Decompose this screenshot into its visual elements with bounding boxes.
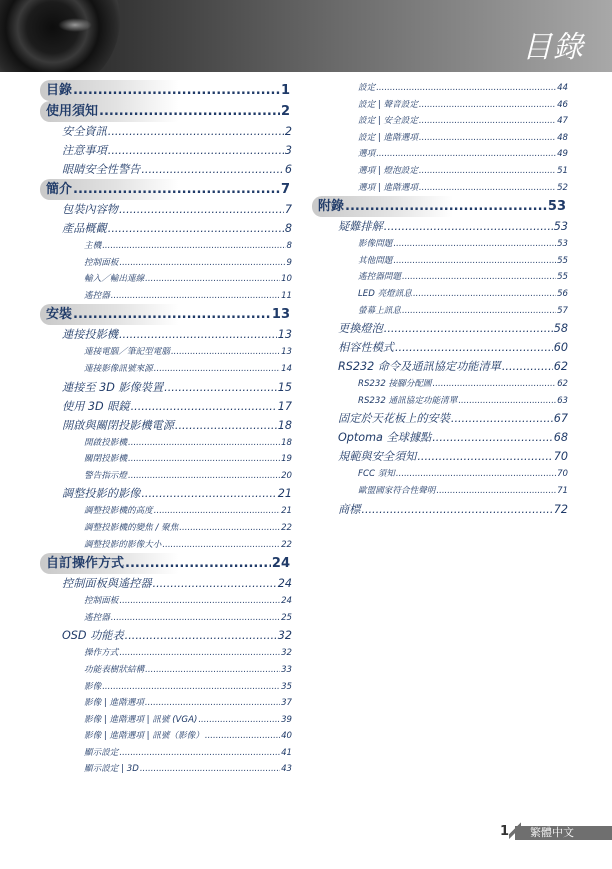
toc-entry-page: 35 <box>281 681 292 692</box>
dot-leader <box>402 269 556 286</box>
dot-leader <box>119 745 280 762</box>
toc-entry-title: 關閉投影機 <box>84 454 127 465</box>
toc-entry-title: 警告指示燈 <box>84 470 127 481</box>
dot-leader <box>145 271 280 288</box>
toc-entry-title: 設定 <box>358 83 376 93</box>
toc-entry[interactable] <box>46 451 292 468</box>
toc-entry[interactable] <box>46 397 292 416</box>
page-number: 1 <box>500 824 510 839</box>
toc-entry-page: 44 <box>557 83 568 93</box>
toc-entry[interactable] <box>318 428 568 447</box>
dot-leader <box>73 80 280 101</box>
dot-leader <box>119 645 280 662</box>
toc-entry-page: 6 <box>284 163 292 176</box>
dot-leader <box>119 593 280 610</box>
toc-entry-page: 25 <box>281 612 292 623</box>
toc-entry-title: 設定 | 進階選項 <box>358 132 418 143</box>
dot-leader <box>384 319 553 338</box>
toc-entry-title: 影像 | 進階選項 | 訊號 (VGA) <box>84 714 198 725</box>
toc-entry[interactable] <box>46 200 292 219</box>
toc-entry-page: 60 <box>553 341 568 355</box>
toc-entry-page: 11 <box>281 290 292 301</box>
toc-entry-title: 安全資訊 <box>62 125 107 138</box>
dot-leader <box>154 503 280 520</box>
toc-entry-page: 72 <box>553 502 568 516</box>
toc-entry[interactable] <box>46 712 292 729</box>
toc-entry[interactable] <box>40 101 292 122</box>
toc-entry-title: 設定 | 聲音設定 <box>358 99 418 110</box>
toc-entry-page: 46 <box>557 99 568 110</box>
toc-entry-title: 連接至 3D 影像裝置 <box>62 380 164 394</box>
toc-entry-title: 螢幕上訊息 <box>358 305 401 316</box>
toc-entry[interactable] <box>46 219 292 238</box>
toc-entry[interactable] <box>318 466 568 483</box>
toc-entry[interactable] <box>318 217 568 236</box>
toc-entry-page: 1 <box>280 83 290 98</box>
toc-entry-title: 其他問題 <box>358 255 393 266</box>
toc-entry[interactable] <box>46 593 292 610</box>
toc-entry-page: 18 <box>281 437 292 448</box>
toc-entry-page: 15 <box>277 380 292 394</box>
toc-entry[interactable] <box>46 255 292 272</box>
toc-right-column <box>318 80 568 519</box>
toc-entry-title: 遙控器 <box>84 612 110 623</box>
toc-entry[interactable] <box>46 745 292 762</box>
toc-entry-title: 影像 <box>84 681 102 692</box>
toc-entry-title: 主機 <box>84 241 102 251</box>
toc-entry-page: 7 <box>280 182 290 197</box>
dot-leader <box>73 179 280 200</box>
dot-leader <box>102 679 280 696</box>
toc-entry[interactable] <box>318 269 568 286</box>
toc-entry[interactable] <box>318 253 568 270</box>
dot-leader <box>128 468 280 485</box>
toc-entry-page: 56 <box>557 288 568 299</box>
toc-entry-title: 操作方式 <box>84 648 119 659</box>
footer-divider <box>509 818 521 842</box>
toc-entry[interactable] <box>46 626 292 645</box>
dot-leader <box>433 376 557 393</box>
toc-entry[interactable] <box>46 288 292 305</box>
toc-entry[interactable] <box>46 728 292 745</box>
toc-entry-title: 注意事項 <box>62 144 107 157</box>
toc-entry[interactable] <box>46 503 292 520</box>
dot-leader <box>198 712 280 729</box>
toc-entry-page: 53 <box>557 239 568 250</box>
toc-entry[interactable] <box>46 325 292 344</box>
page-title: 目錄 <box>522 30 584 65</box>
toc-entry[interactable] <box>46 645 292 662</box>
dot-leader <box>128 451 280 468</box>
toc-entry-title: 影像 | 進階選項 | 訊號（影像） <box>84 731 204 742</box>
dot-leader <box>140 761 280 778</box>
toc-entry-title: 規範與安全須知 <box>338 450 417 464</box>
dot-leader <box>141 484 276 503</box>
toc-entry-title: 商標 <box>338 502 361 516</box>
dot-leader <box>125 553 271 574</box>
toc-entry-title: 調整投影的影像 <box>62 487 141 501</box>
dot-leader <box>73 304 271 325</box>
toc-entry[interactable] <box>318 130 568 147</box>
dot-leader <box>154 361 280 378</box>
toc-entry[interactable] <box>318 163 568 180</box>
toc-entry-page: 21 <box>281 506 292 517</box>
toc-entry-title: 使用 3D 眼鏡 <box>62 399 130 413</box>
dot-leader <box>162 537 280 554</box>
toc-entry[interactable] <box>46 122 292 141</box>
toc-entry-title: 設定 | 安全設定 <box>358 116 418 127</box>
toc-entry[interactable] <box>46 610 292 627</box>
toc-entry[interactable] <box>46 662 292 679</box>
toc-entry-title: 產品概觀 <box>62 222 107 235</box>
toc-entry-page: 18 <box>277 418 292 432</box>
dot-leader <box>376 146 556 163</box>
toc-entry-title: 連接影像訊號來源 <box>84 363 153 374</box>
toc-entry-page: 62 <box>557 379 568 390</box>
toc-entry-title: 相容性模式 <box>338 341 394 355</box>
toc-entry-page: 17 <box>277 399 292 413</box>
toc-entry-title: 控制面板 <box>84 257 119 268</box>
toc-entry[interactable] <box>318 236 568 253</box>
toc-entry[interactable] <box>46 537 292 554</box>
toc-entry-title: 眼睛安全性警告 <box>62 163 141 176</box>
toc-entry[interactable] <box>318 357 568 376</box>
toc-entry-page: 8 <box>286 241 292 251</box>
toc-entry-title: 顯示設定 | 3D <box>84 764 139 775</box>
dot-leader <box>99 101 280 122</box>
toc-entry-page: 68 <box>553 431 568 445</box>
toc-entry-title: 調整投影機的變焦 / 聚焦 <box>84 522 179 533</box>
toc-entry[interactable] <box>318 409 568 428</box>
dot-leader <box>205 728 280 745</box>
toc-entry-title: 遙控器 <box>84 290 110 301</box>
toc-entry[interactable] <box>318 180 568 197</box>
toc-entry-page: 7 <box>284 203 292 216</box>
toc-entry-title: Optoma 全球據點 <box>338 431 432 445</box>
toc-entry-page: 40 <box>281 731 292 742</box>
toc-entry-title: RS232 通訊協定功能清單 <box>358 395 458 406</box>
toc-entry-title: 調整投影的影像大小 <box>84 539 162 550</box>
toc-entry-page: 49 <box>557 149 568 160</box>
toc-entry[interactable] <box>318 286 568 303</box>
dot-leader <box>432 428 553 447</box>
dot-leader <box>111 288 280 305</box>
toc-entry-title: 調整投影機的高度 <box>84 506 153 517</box>
toc-entry[interactable] <box>318 97 568 114</box>
toc-entry-page: 55 <box>557 272 568 283</box>
toc-entry-title: RS232 命令及通訊協定功能清單 <box>338 360 501 374</box>
dot-leader <box>376 80 556 97</box>
dot-leader <box>458 393 556 410</box>
toc-entry-page: 24 <box>281 596 292 607</box>
toc-entry-title: OSD 功能表 <box>62 629 124 643</box>
toc-entry[interactable] <box>46 361 292 378</box>
toc-entry-title: 開啟與關閉投影機電源 <box>62 418 174 432</box>
toc-entry-title: 連接電腦／筆記型電腦 <box>84 347 170 358</box>
toc-left-column <box>46 80 292 778</box>
toc-entry[interactable] <box>46 238 292 255</box>
toc-entry-page: 63 <box>557 395 568 406</box>
dot-leader <box>384 217 553 236</box>
toc-entry[interactable] <box>40 179 292 200</box>
toc-entry[interactable] <box>318 393 568 410</box>
toc-entry-page: 9 <box>286 257 292 268</box>
toc-entry[interactable] <box>318 376 568 393</box>
toc-entry-page: 48 <box>557 132 568 143</box>
toc-entry[interactable] <box>318 80 568 97</box>
toc-entry-page: 62 <box>553 360 568 374</box>
toc-entry[interactable] <box>46 468 292 485</box>
dot-leader <box>395 338 553 357</box>
toc-entry-title: FCC 須知 <box>358 469 395 480</box>
dot-leader <box>128 435 280 452</box>
toc-entry-page: 39 <box>281 714 292 725</box>
toc-entry[interactable] <box>46 344 292 361</box>
lens-graphic <box>0 0 120 72</box>
toc-entry[interactable] <box>46 520 292 537</box>
dot-leader <box>125 626 277 645</box>
toc-entry-title: 選項 <box>358 149 376 160</box>
dot-leader <box>393 253 556 270</box>
toc-entry-page: 22 <box>281 522 292 533</box>
toc-entry-page: 24 <box>277 577 292 591</box>
toc-entry-title: 顯示設定 <box>84 747 119 758</box>
toc-entry[interactable] <box>40 80 292 101</box>
toc-entry[interactable] <box>318 447 568 466</box>
toc-entry-title: 選項 | 進階選項 <box>358 182 418 193</box>
toc-entry-page: 41 <box>281 747 292 758</box>
toc-entry-title: 簡介 <box>46 182 73 197</box>
toc-entry-page: 47 <box>557 116 568 127</box>
toc-entry-title: 輸入／輸出連線 <box>84 274 145 285</box>
dot-leader <box>119 200 284 219</box>
dot-leader <box>119 255 285 272</box>
toc-entry-title: 安裝 <box>46 307 73 323</box>
dot-leader <box>419 130 556 147</box>
toc-entry-page: 2 <box>284 125 292 138</box>
dot-leader <box>402 303 556 320</box>
toc-entry[interactable] <box>46 695 292 712</box>
toc-entry-title: 包裝內容物 <box>62 203 118 216</box>
dot-leader <box>393 236 556 253</box>
dot-leader <box>179 520 280 537</box>
dot-leader <box>175 416 277 435</box>
dot-leader <box>361 500 552 519</box>
toc-entry-page: 55 <box>557 255 568 266</box>
toc-entry[interactable] <box>40 553 292 574</box>
toc-entry-page: 37 <box>281 698 292 709</box>
dot-leader <box>396 466 556 483</box>
dot-leader <box>119 325 277 344</box>
toc-entry[interactable] <box>46 761 292 778</box>
toc-entry-page: 24 <box>271 556 290 572</box>
toc-entry-page: 70 <box>557 469 568 480</box>
toc-entry-page: 3 <box>284 144 292 157</box>
toc-entry-title: 附錄 <box>318 199 345 215</box>
dot-leader <box>345 196 547 217</box>
toc-entry[interactable] <box>318 338 568 357</box>
dot-leader <box>131 397 277 416</box>
toc-entry-title: 影像 | 進階選項 <box>84 698 144 709</box>
toc-entry-page: 67 <box>553 412 568 426</box>
toc-entry[interactable] <box>318 113 568 130</box>
toc-entry-title: 更換燈泡 <box>338 322 383 336</box>
toc-entry-title: RS232 接腳分配圖 <box>358 379 432 390</box>
toc-entry-page: 57 <box>557 305 568 316</box>
toc-entry-title: 選項 | 燈泡設定 <box>358 165 418 176</box>
toc-entry-title: 使用須知 <box>46 104 99 119</box>
dot-leader <box>145 695 280 712</box>
toc-entry-page: 43 <box>281 764 292 775</box>
toc-entry[interactable] <box>46 574 292 593</box>
dot-leader <box>451 409 553 428</box>
toc-entry-title: 控制面板 <box>84 596 119 607</box>
toc-entry[interactable] <box>312 196 568 217</box>
toc-entry-title: 開啟投影機 <box>84 437 127 448</box>
toc-entry-title: 目錄 <box>46 83 73 98</box>
language-label: 繁體中文 <box>530 826 574 839</box>
toc-entry-page: 52 <box>557 182 568 193</box>
dot-leader <box>436 483 556 500</box>
toc-entry[interactable] <box>46 160 292 179</box>
toc-entry[interactable] <box>318 303 568 320</box>
toc-entry-page: 19 <box>281 454 292 465</box>
toc-entry-page: 21 <box>277 487 292 501</box>
toc-entry[interactable] <box>46 484 292 503</box>
toc-entry-title: 功能表樹狀結構 <box>84 664 145 675</box>
toc-entry-page: 13 <box>271 307 290 323</box>
dot-leader <box>111 610 280 627</box>
dot-leader <box>502 357 553 376</box>
dot-leader <box>419 180 556 197</box>
toc-entry[interactable] <box>46 435 292 452</box>
toc-entry-page: 13 <box>277 328 292 342</box>
toc-entry-title: 疑難排解 <box>338 220 383 234</box>
toc-entry-page: 32 <box>281 648 292 659</box>
toc-entry-page: 33 <box>281 664 292 675</box>
toc-entry-title: 歐盟國家符合性聲明 <box>358 485 436 496</box>
toc-entry[interactable] <box>40 304 292 325</box>
toc-entry[interactable] <box>318 146 568 163</box>
toc-entry-title: 遙控器問題 <box>358 272 401 283</box>
toc-entry-page: 32 <box>277 629 292 643</box>
toc-entry-title: LED 亮燈訊息 <box>358 288 412 299</box>
toc-entry[interactable] <box>318 483 568 500</box>
dot-leader <box>102 238 285 255</box>
dot-leader <box>108 122 284 141</box>
toc-entry-page: 53 <box>553 220 568 234</box>
dot-leader <box>171 344 280 361</box>
dot-leader <box>419 97 556 114</box>
toc-entry-title: 連接投影機 <box>62 328 118 342</box>
toc-entry-title: 影像問題 <box>358 239 393 250</box>
toc-entry-title: 自訂操作方式 <box>46 556 125 572</box>
toc-entry-title: 固定於天花板上的安裝 <box>338 412 450 426</box>
toc-entry-page: 51 <box>557 165 568 176</box>
toc-entry-page: 53 <box>547 199 566 215</box>
dot-leader <box>108 141 284 160</box>
toc-entry[interactable] <box>318 319 568 338</box>
toc-entry-page: 20 <box>281 470 292 481</box>
header-banner <box>0 0 612 72</box>
dot-leader <box>145 662 280 679</box>
toc-entry[interactable] <box>46 416 292 435</box>
toc-entry-page: 2 <box>280 104 290 119</box>
lens-highlight <box>58 18 92 32</box>
dot-leader <box>419 163 556 180</box>
toc-entry-title: 控制面板與遙控器 <box>62 577 152 591</box>
toc-entry-page: 70 <box>553 450 568 464</box>
toc-entry-page: 14 <box>281 363 292 374</box>
dot-leader <box>153 574 277 593</box>
toc-entry-page: 22 <box>281 539 292 550</box>
dot-leader <box>419 113 556 130</box>
toc-entry-page: 71 <box>557 485 568 496</box>
toc-entry[interactable] <box>46 271 292 288</box>
dot-leader <box>417 447 552 466</box>
toc-entry[interactable] <box>318 500 568 519</box>
toc-entry[interactable] <box>46 378 292 397</box>
toc-entry[interactable] <box>46 141 292 160</box>
toc-entry-page: 13 <box>281 347 292 358</box>
toc-entry[interactable] <box>46 679 292 696</box>
toc-entry-page: 8 <box>284 222 292 235</box>
dot-leader <box>164 378 277 397</box>
toc-entry-page: 58 <box>553 322 568 336</box>
dot-leader <box>108 219 284 238</box>
dot-leader <box>141 160 284 179</box>
toc-entry-page: 10 <box>281 274 292 285</box>
dot-leader <box>413 286 556 303</box>
